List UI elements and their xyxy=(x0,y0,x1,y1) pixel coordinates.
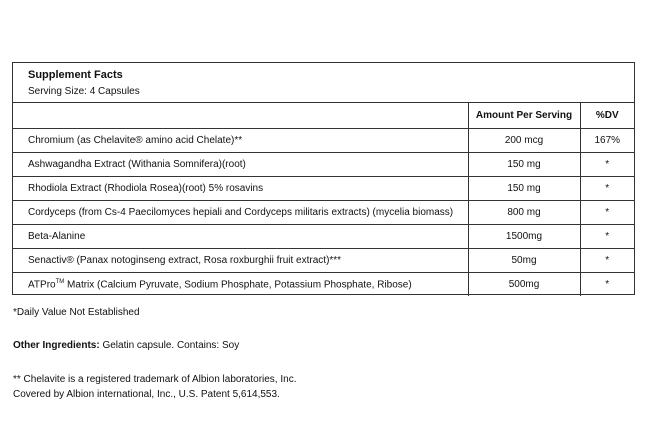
table-row xyxy=(13,224,634,248)
ingredient-name-base: ATPro xyxy=(28,278,56,290)
panel-title: Supplement Facts xyxy=(28,69,123,81)
ingredient-name-rest: Matrix (Calcium Pyruvate, Sodium Phosphate, Potassium Phosphate, Ribose) xyxy=(64,278,412,290)
ingredient-amount: 150 mg xyxy=(468,152,580,176)
ingredient-name xyxy=(13,272,468,296)
patent-note: Covered by Albion international, Inc., U.S. Patent 5,614,553. xyxy=(13,389,280,400)
amount-header: Amount Per Serving xyxy=(468,103,580,128)
ingredient-dv: * xyxy=(605,230,610,242)
ingredient-dv: * xyxy=(605,182,610,194)
ingredient-dv: * xyxy=(605,158,610,170)
other-ingredients xyxy=(13,339,239,353)
ingredient-name: Rhodiola Extract (Rhodiola Rosea)(root) 5% rosavins xyxy=(13,176,468,200)
ingredient-amount: 50mg xyxy=(468,248,580,272)
table-header-row xyxy=(13,103,634,128)
ingredient-dv: 167% xyxy=(594,134,621,146)
ingredient-amount: 500mg xyxy=(468,272,580,296)
table-row xyxy=(13,248,634,272)
trademark-superscript: TM xyxy=(55,278,65,285)
ingredient-name: Ashwagandha Extract (Withania Somnifera)(root) xyxy=(13,152,468,176)
ingredient-amount: 800 mg xyxy=(468,200,580,224)
ingredient-amount: 1500mg xyxy=(468,224,580,248)
table-row xyxy=(13,128,634,152)
ingredient-dv: * xyxy=(605,278,610,290)
table-row xyxy=(13,176,634,200)
ingredient-name: Senactiv® (Panax notoginseng extract, Rosa roxburghii fruit extract)*** xyxy=(13,248,468,272)
table-row xyxy=(13,152,634,176)
table-row xyxy=(13,272,634,296)
dv-header: %DV xyxy=(595,109,619,121)
panel-header xyxy=(13,63,634,103)
trademark-note: ** Chelavite is a registered trademark of Albion laboratories, Inc. xyxy=(13,374,297,385)
other-ingredients-text: Gelatin capsule. Contains: Soy xyxy=(99,340,240,351)
facts-table xyxy=(13,103,634,296)
daily-value-note: *Daily Value Not Established xyxy=(13,307,140,318)
table-row xyxy=(13,200,634,224)
supplement-facts-panel xyxy=(12,62,635,295)
ingredient-name: Beta-Alanine xyxy=(13,224,468,248)
serving-size: Serving Size: 4 Capsules xyxy=(28,86,140,97)
ingredient-dv: * xyxy=(605,254,610,266)
ingredient-dv: * xyxy=(605,206,610,218)
ingredient-amount: 200 mcg xyxy=(468,128,580,152)
other-ingredients-label: Other Ingredients: xyxy=(13,340,100,351)
ingredient-name: Cordyceps (from Cs-4 Paecilomyces hepiali and Cordyceps militaris extracts) (mycelia biomass) xyxy=(13,200,468,224)
ingredient-name: Chromium (as Chelavite® amino acid Chelate)** xyxy=(13,128,468,152)
ingredient-header xyxy=(13,103,468,128)
ingredient-amount: 150 mg xyxy=(468,176,580,200)
